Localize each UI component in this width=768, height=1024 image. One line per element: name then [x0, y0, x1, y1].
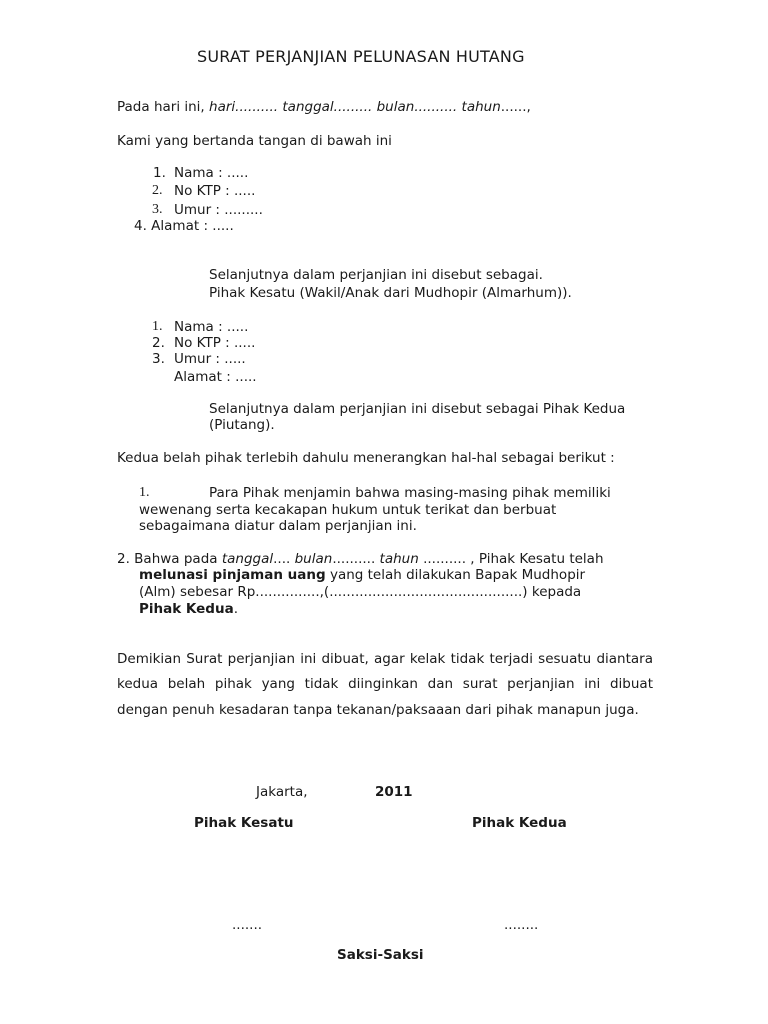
- party1-desc-line1: Selanjutnya dalam perjanjian ini disebut sebagai.: [209, 267, 543, 283]
- list-item: 2.: [152, 335, 165, 351]
- point1-line2: wewenang serta kecakapan hukum untuk terikat dan berbuat: [139, 502, 557, 518]
- point2-line2: melunasi pinjaman uang yang telah dilakukan Bapak Mudhopir: [139, 567, 586, 583]
- address-line: 4. Alamat : .....: [134, 218, 234, 234]
- list-item: 3.: [152, 351, 165, 367]
- opening-line: Pada hari ini, hari.......... tanggal......... bulan.......... tahun......,: [117, 99, 531, 115]
- list-item-text: Umur : .........: [174, 202, 263, 218]
- statement-intro: Kedua belah pihak terlebih dahulu menerangkan hal-hal sebagai berikut :: [117, 450, 615, 466]
- list-item: 1.: [153, 165, 166, 181]
- list-item-text: No KTP : .....: [174, 183, 256, 199]
- point2-line3: (Alm) sebesar Rp...............,(.............................................) kepada: [139, 584, 582, 600]
- list-item-text: No KTP : .....: [174, 335, 256, 351]
- point2-line4: Pihak Kedua.: [139, 601, 238, 617]
- party1-signature-label: Pihak Kesatu: [194, 815, 294, 831]
- party2-desc-line2: (Piutang).: [209, 417, 275, 433]
- party1-desc-line2: Pihak Kesatu (Wakil/Anak dari Mudhopir (Almarhum)).: [209, 285, 572, 301]
- point2-line1: 2. Bahwa pada tanggal.... bulan.......... tahun .......... , Pihak Kesatu telah: [117, 551, 604, 567]
- party1-signature-line: .......: [232, 917, 263, 933]
- point1-number: 1.: [139, 485, 150, 500]
- page-title: SURAT PERJANJIAN PELUNASAN HUTANG: [197, 47, 525, 66]
- list-item: 2.: [152, 183, 163, 198]
- point1-line1: Para Pihak menjamin bahwa masing-masing pihak memiliki: [209, 485, 611, 501]
- list-item: 3.: [152, 202, 163, 217]
- signature-place: Jakarta,: [256, 784, 308, 800]
- witnesses-heading: Saksi-Saksi: [337, 947, 424, 963]
- signature-year: 2011: [375, 784, 413, 800]
- list-item-text: Umur : .....: [174, 351, 246, 367]
- list-item-text: Nama : .....: [174, 165, 249, 181]
- party2-signature-label: Pihak Kedua: [472, 815, 567, 831]
- address-line: Alamat : .....: [174, 369, 257, 385]
- list-item: 1.: [152, 319, 163, 334]
- closing-paragraph: Demikian Surat perjanjian ini dibuat, agar kelak tidak terjadi sesuatu diantara kedua belah pihak yang tidak diinginkan dan surat perjanjian ini dibuat dengan penuh kesadaran tanpa tekanan/paksaaan dari pihak manapun juga.: [117, 651, 653, 718]
- intro-text: Kami yang bertanda tangan di bawah ini: [117, 133, 392, 149]
- party2-signature-line: ........: [504, 917, 539, 933]
- point1-line3: sebagaimana diatur dalam perjanjian ini.: [139, 518, 417, 534]
- party2-desc-line1: Selanjutnya dalam perjanjian ini disebut sebagai Pihak Kedua: [209, 401, 626, 417]
- list-item-text: Nama : .....: [174, 319, 249, 335]
